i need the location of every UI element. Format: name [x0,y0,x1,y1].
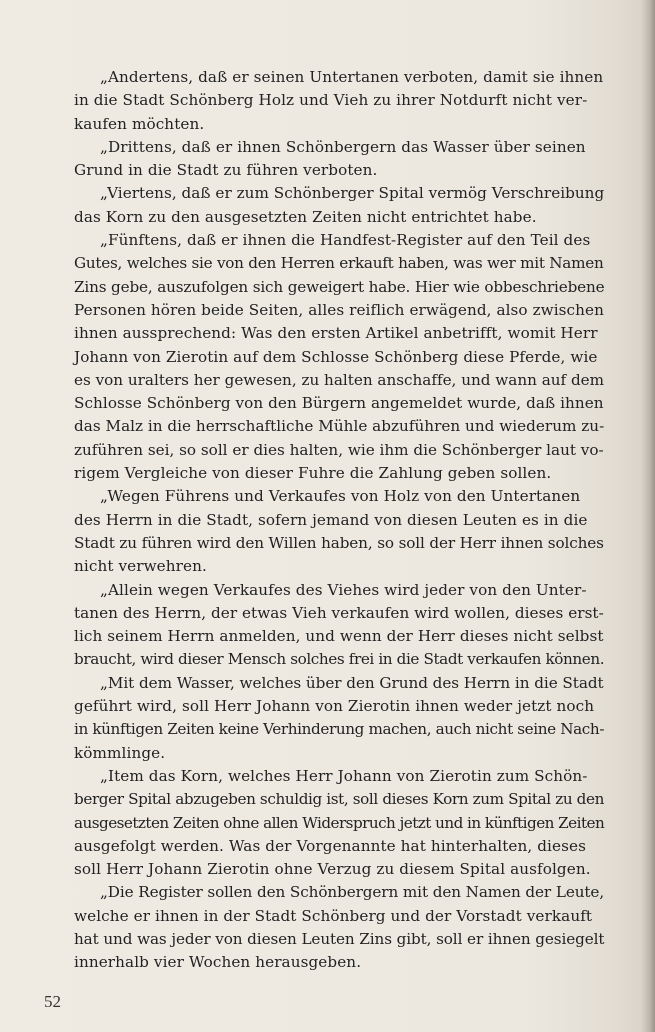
text-line: ausgesetzten Zeiten ohne allen Widerspruch jetzt und in künftigen Zeiten [74,813,605,832]
text-line: in die Stadt Schönberg Holz und Vieh zu ihrer Notdurft nicht ver- [74,91,588,110]
text-line: ihnen aussprechend: Was den ersten Artikel anbetrifft, womit Herr [74,324,598,343]
text-line: „Wegen Führens und Verkaufes von Holz von den Untertanen [100,487,581,506]
page-number: 52 [44,992,61,1011]
text-line: soll Herr Johann Zierotin ohne Verzug zu diesem Spital ausfolgen. [74,860,591,879]
text-line: rigem Vergleiche von dieser Fuhre die Zahlung geben sollen. [74,464,552,483]
text-line: Gutes, welches sie von den Herren erkauft haben, was wer mit Namen [74,254,604,273]
text-line: welche er ihnen in der Stadt Schönberg und der Vorstadt verkauft [74,906,593,925]
text-line: „Viertens, daß er zum Schönberger Spital vermög Verschreibung [100,184,605,203]
text-line: „Item das Korn, welches Herr Johann von Zierotin zum Schön- [100,766,588,785]
text-line: berger Spital abzugeben schuldig ist, soll dieses Korn zum Spital zu den [74,790,604,809]
text-line: nicht verwehren. [74,557,207,576]
text-line: Johann von Zierotin auf dem Schlosse Schönberg diese Pferde, wie [74,347,598,366]
text-line: lich seinem Herrn anmelden, und wenn der Herr dieses nicht selbst [74,627,604,646]
paragraph [74,485,604,578]
text-line: das Malz in die herrschaftliche Mühle abzuführen und wiederum zu- [74,417,605,436]
paragraph [74,66,604,136]
text-line: in künftigen Zeiten keine Verhinderung machen, auch nicht seine Nach- [74,720,605,739]
paragraph [74,136,604,183]
text-line: es von uralters her gewesen, zu halten anschaffe, und wann auf dem [74,370,605,389]
text-line: geführt wird, soll Herr Johann von Zierotin ihnen weder jetzt noch [74,697,595,716]
text-line: tanen des Herrn, der etwas Vieh verkaufen wird wollen, dieses erst- [74,603,604,622]
text-line: „Drittens, daß er ihnen Schönbergern das Wasser über seinen [100,137,586,156]
paragraph [74,881,604,974]
body-text [74,66,604,975]
text-line: Schlosse Schönberg von den Bürgern angemeldet wurde, daß ihnen [74,394,604,413]
text-line: braucht, wird dieser Mensch solches frei in die Stadt verkaufen können. [74,650,605,669]
paragraph [74,579,604,672]
text-line: Grund in die Stadt zu führen verboten. [74,161,378,180]
text-line: kaufen möchten. [74,114,205,133]
paragraph [74,672,604,765]
text-line: „Mit dem Wasser, welches über den Grund des Herrn in die Stadt [100,673,604,692]
paragraph [74,765,604,881]
text-line: zuführen sei, so soll er dies halten, wie ihm die Schönberger laut vo- [74,440,604,459]
text-line: „Allein wegen Verkaufes des Viehes wird jeder von den Unter- [100,580,587,599]
text-line: das Korn zu den ausgesetzten Zeiten nicht entrichtet habe. [74,207,537,226]
text-line: hat und was jeder von diesen Leuten Zins gibt, soll er ihnen gesiegelt [74,929,605,948]
text-line: „Andertens, daß er seinen Untertanen verboten, damit sie ihnen [100,68,604,86]
paragraph [74,229,604,485]
text-line: ausgefolgt werden. Was der Vorgenannte hat hinterhalten, dieses [74,836,586,855]
text-line: „Fünftens, daß er ihnen die Handfest-Register auf den Teil des [100,231,591,250]
book-spine-shadow [641,0,655,1032]
text-line: Zins gebe, auszufolgen sich geweigert habe. Hier wie obbeschriebene [74,277,605,296]
text-line: Stadt zu führen wird den Willen haben, so soll der Herr ihnen solches [74,533,604,552]
paragraph [74,182,604,229]
text-line: „Die Register sollen den Schönbergern mit den Namen der Leute, [100,883,605,902]
text-line: kömmlinge. [74,743,166,762]
text-line: des Herrn in die Stadt, sofern jemand von diesen Leuten es in die [74,510,588,529]
text-line: innerhalb vier Wochen herausgeben. [74,953,362,972]
text-line: Personen hören beide Seiten, alles reiflich erwägend, also zwischen [74,300,604,319]
